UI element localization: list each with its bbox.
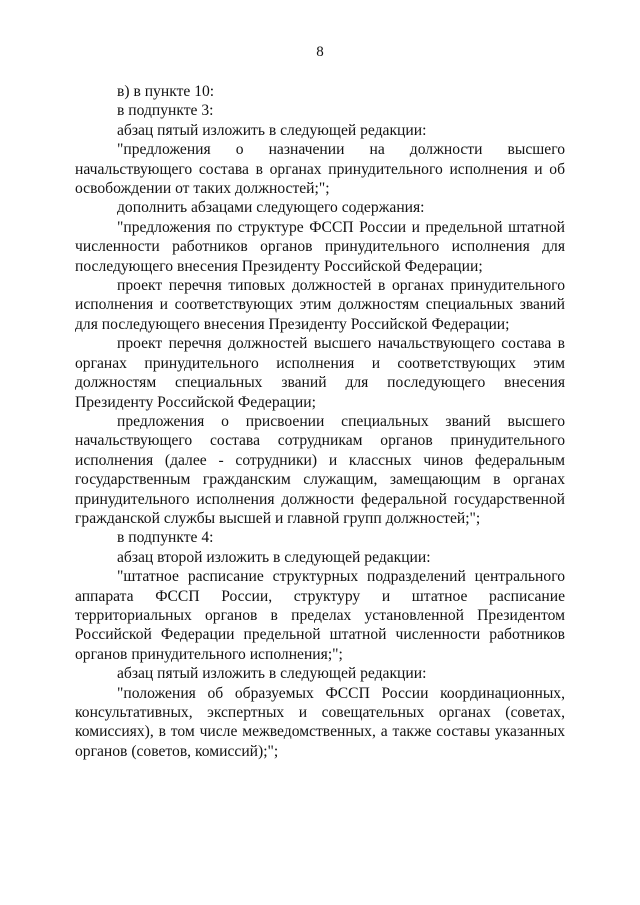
paragraph-quote: "штатное расписание структурных подразделений центрального аппарата ФССП России, структуру и штатное расписание территориальных органов в пределах установленной Президентом Российской Федерации предельной штатной численности работников органов принудительного исполнения;"; xyxy=(75,568,565,663)
paragraph-subitem-3: в подпункте 3: xyxy=(117,102,214,120)
paragraph-quote: "предложения по структуре ФССП России и предельной штатной численности работников органов принудительного исполнения для последующего внесения Президенту Российской Федерации; xyxy=(75,218,565,275)
document-body xyxy=(75,82,565,761)
paragraph-instruction: абзац второй изложить в следующей редакции: xyxy=(117,548,431,566)
paragraph-subitem-4: в подпункте 4: xyxy=(117,529,214,547)
paragraph-instruction: абзац пятый изложить в следующей редакции: xyxy=(117,121,427,139)
page-number: 8 xyxy=(316,44,324,60)
paragraph-text: проект перечня типовых должностей в органах принудительного исполнения и соответствующих этим должностям специальных званий для последующего внесения Президенту Российской Федерации; xyxy=(75,277,565,333)
paragraph-quote: "положения об образуемых ФССП России координационных, консультативных, экспертных и совещательных органах (советах, комиссиях), в том числе межведомственных, а также составы указанных органов (советов, комиссий);"; xyxy=(75,684,565,760)
paragraph-quote: "предложения о назначении на должности высшего начальствующего состава в органах принудительного исполнения и об освобождении от таких должностей;"; xyxy=(75,141,565,198)
paragraph-text: предложения о присвоении специальных званий высшего начальствующего состава сотрудникам органов принудительного исполнения (далее - сотрудники) и классных чинов федеральным государственным гражданским служащим, замещающим в органах принудительного исполнения должности федеральной государственной гражданской службы высшей и главной групп должностей;"; xyxy=(75,412,565,527)
paragraph-text: проект перечня должностей высшего начальствующего состава в органах принудительного исполнения и соответствующих этим должностям специальных званий для последующего внесения Президенту Российской Федерации; xyxy=(75,335,565,411)
paragraph-instruction: дополнить абзацами следующего содержания: xyxy=(117,199,425,217)
paragraph-item-v: в) в пункте 10: xyxy=(117,83,215,100)
paragraph-instruction: абзац пятый изложить в следующей редакции: xyxy=(117,665,427,683)
